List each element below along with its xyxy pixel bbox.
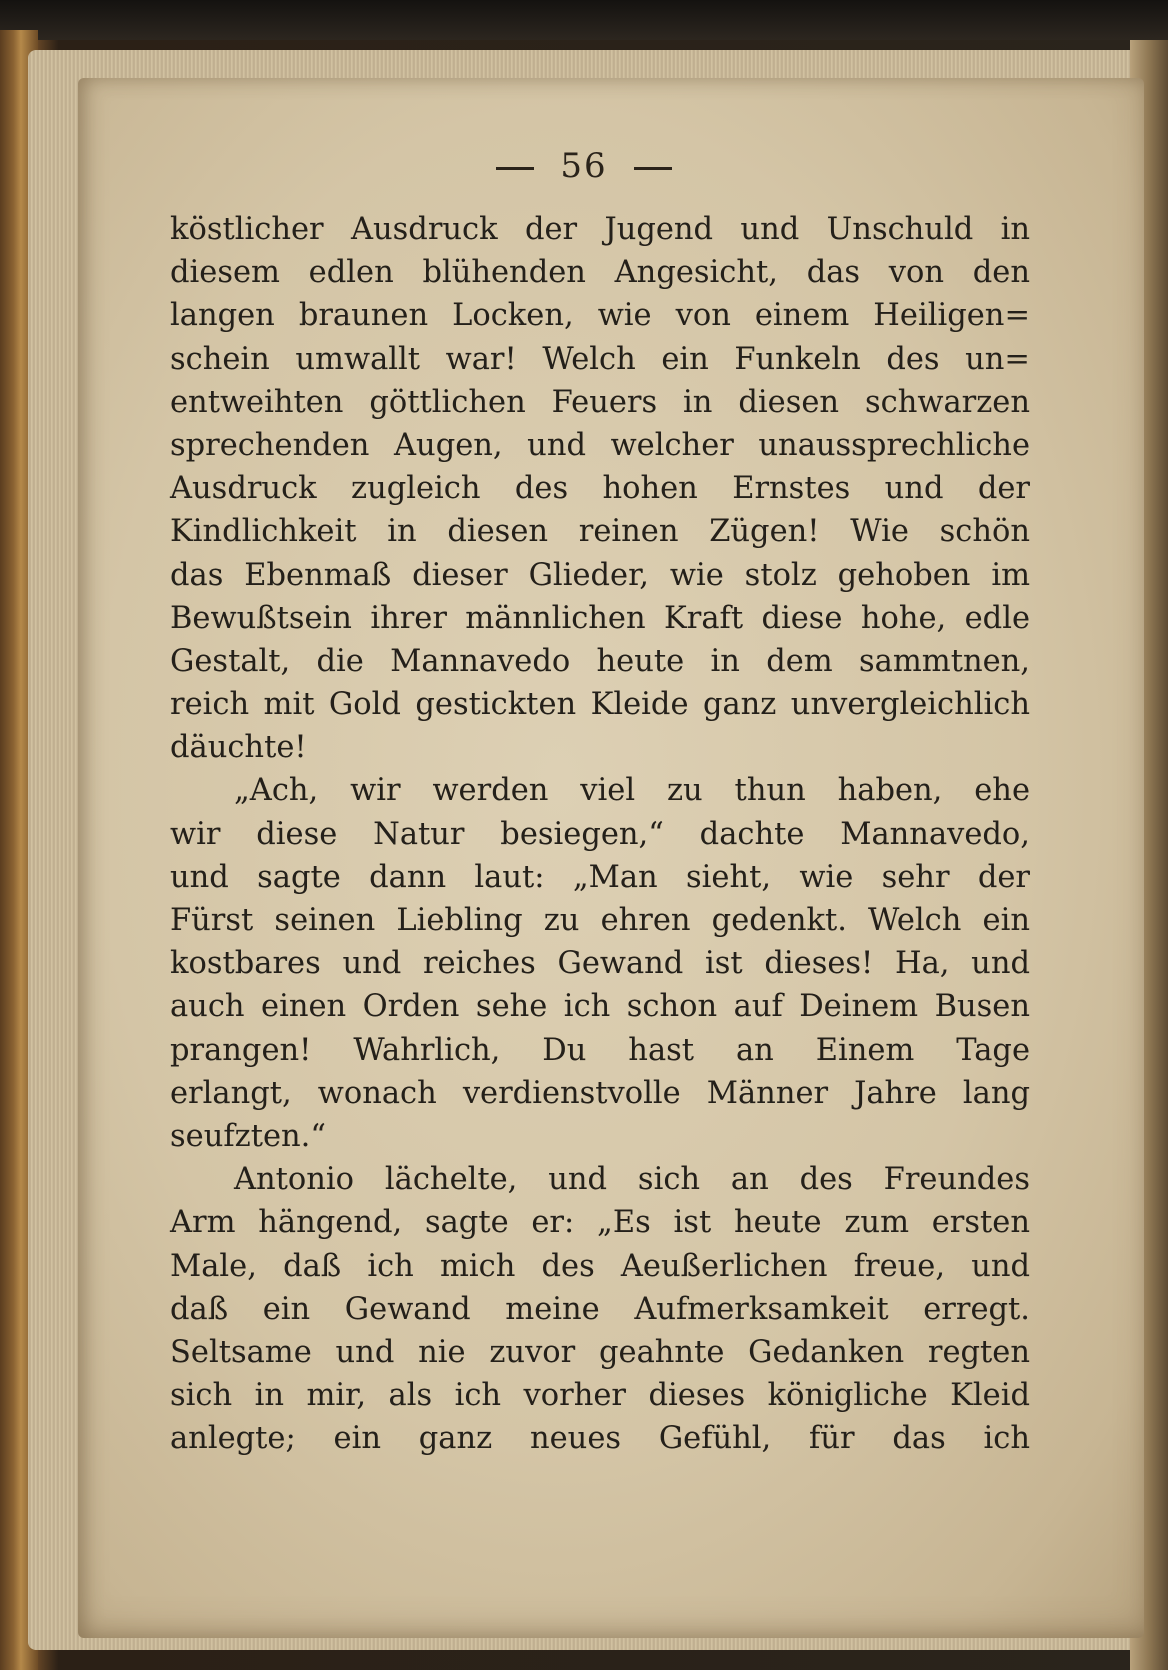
text-line: das Ebenmaß dieser Glieder, wie stolz gehoben im [170,557,1030,593]
text-line: Bewußtsein ihrer männlichen Kraft diese hohe, edle [170,600,1030,636]
text-line: Arm hängend, sagte er: „Es ist heute zum ersten [170,1205,1030,1241]
text-line: köstlicher Ausdruck der Jugend und Unschuld in [170,212,1030,247]
header-dash-right [634,167,672,170]
page-number: 56 [560,146,608,186]
text-line: kostbares und reiches Gewand ist dieses! Ha, und [170,946,1030,982]
page-text-block [170,208,1030,1460]
text-line: schein umwallt war! Welch ein Funkeln des un= [170,341,1030,377]
text-line: diesem edlen blühenden Angesicht, das von den [170,255,1030,291]
text-line: und sagte dann laut: „Man sieht, wie sehr der [170,859,1030,895]
page-header [0,146,1168,186]
text-line: Seltsame und nie zuvor geahnte Gedanken regten [170,1334,1030,1370]
text-line: daß ein Gewand meine Aufmerksamkeit erregt. [170,1291,1030,1327]
text-line: Fürst seinen Liebling zu ehren gedenkt. Welch ein [170,903,1030,938]
text-line: auch einen Orden sehe ich schon auf Deinem Busen [170,989,1030,1025]
book-cover-top [0,0,1168,40]
text-line: sprechenden Augen, und welcher unaussprechliche [170,427,1030,463]
text-line: däuchte! [170,730,307,766]
text-line: Male, daß ich mich des Aeußerlichen freue, und [170,1248,1030,1284]
header-dash-left [496,167,534,170]
text-line: Kindlichkeit in diesen reinen Zügen! Wie schön [170,514,1030,550]
text-line: wir diese Natur besiegen,“ dachte Mannavedo, [170,816,1030,852]
text-line: sich in mir, als ich vorher dieses königliche Kleid [170,1378,1030,1414]
text-line: reich mit Gold gestickten Kleide ganz unvergleichlich [170,687,1030,723]
text-line: Gestalt, die Mannavedo heute in dem sammtnen, [170,643,1030,679]
text-line: entweihten göttlichen Feuers in diesen schwarzen [170,384,1030,420]
text-line: anlegte; ein ganz neues Gefühl, für das ich [170,1421,1030,1457]
text-line: Ausdruck zugleich des hohen Ernstes und der [170,471,1030,507]
text-line: erlangt, wonach verdienstvolle Männer Jahre lang [170,1075,1030,1111]
text-line: Antonio lächelte, und sich an des Freundes [234,1162,1030,1198]
text-line: „Ach, wir werden viel zu thun haben, ehe [234,773,1030,809]
text-line: langen braunen Locken, wie von einem Heiligen= [170,298,1030,334]
text-line: prangen! Wahrlich, Du hast an Einem Tage [170,1032,1030,1068]
text-line: seufzten.“ [170,1118,326,1154]
